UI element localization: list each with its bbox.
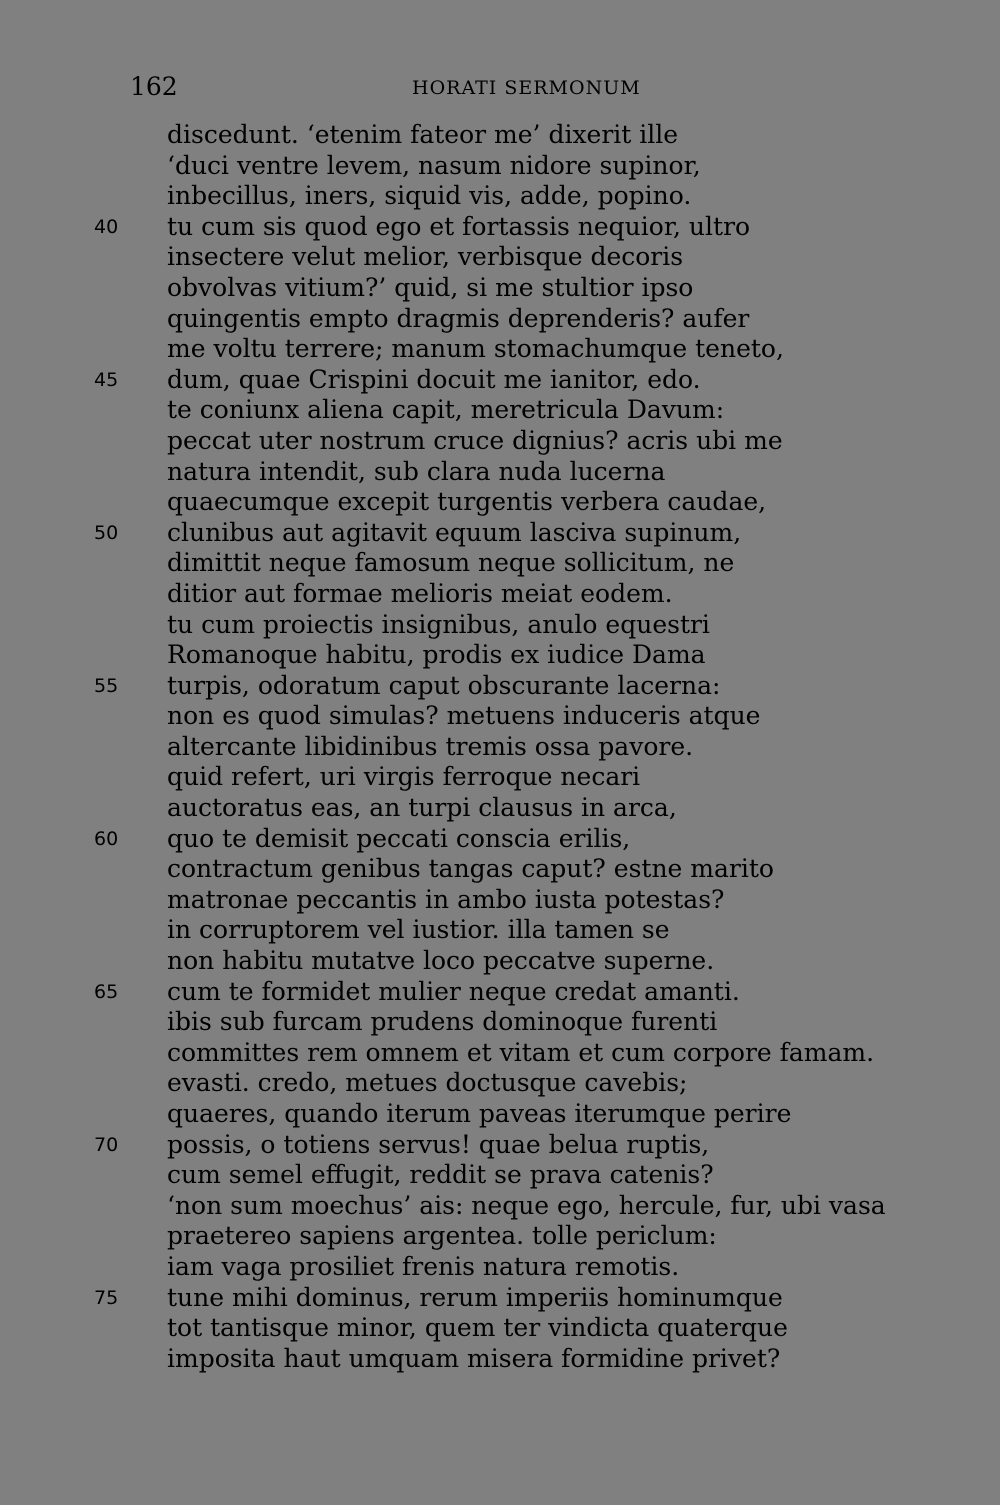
verse-text: iam vaga prosiliet frenis natura remotis.: [167, 1251, 680, 1281]
verse-line: [0, 273, 1000, 304]
verse-text: ‘duci ventre levem, nasum nidore supinor,: [167, 150, 701, 180]
verse-text: imposita haut umquam misera formidine privet?: [167, 1343, 781, 1373]
verse-text: te coniunx aliena capit, meretricula Davum:: [167, 395, 725, 425]
verse-line: [0, 854, 1000, 885]
verse-line: [0, 579, 1000, 610]
verse-text: tu cum sis quod ego et fortassis nequior, ultro: [167, 211, 751, 241]
verse-text: dimittit neque famosum neque sollicitum, ne: [167, 548, 735, 578]
line-number: 45: [94, 368, 119, 391]
verse-text: discedunt. ‘etenim fateor me’ dixerit ille: [167, 120, 679, 149]
verse-line: [0, 640, 1000, 671]
verse-line: [0, 915, 1000, 946]
verse-line: [0, 1344, 1000, 1375]
poem-text-block: [0, 120, 1000, 1374]
verse-text: quid refert, uri virgis ferroque necari: [167, 762, 641, 792]
line-number: 40: [94, 215, 119, 238]
verse-text: quo te demisit peccati conscia erilis,: [167, 823, 631, 853]
verse-text: cum semel effugit, reddit se prava catenis?: [167, 1160, 714, 1190]
verse-line: [0, 1191, 1000, 1222]
verse-line: [0, 120, 1000, 151]
running-head: HORATI SERMONUM: [412, 77, 641, 99]
verse-text: tune mihi dominus, rerum imperiis hominumque: [167, 1282, 783, 1312]
verse-line: [0, 1130, 1000, 1161]
verse-text: dum, quae Crispini docuit me ianitor, edo.: [167, 364, 701, 394]
verse-line: [0, 824, 1000, 855]
page-number: 162: [130, 72, 178, 101]
verse-text: inbecillus, iners, siquid vis, adde, popino.: [167, 181, 692, 211]
verse-line: [0, 977, 1000, 1008]
verse-line: [0, 1252, 1000, 1283]
verse-text: in corruptorem vel iustior. illa tamen se: [167, 915, 670, 945]
verse-line: [0, 762, 1000, 793]
line-number: 55: [94, 674, 119, 697]
verse-text: cum te formidet mulier neque credat amanti.: [167, 976, 740, 1006]
verse-text: ibis sub furcam prudens dominoque furenti: [167, 1007, 718, 1037]
verse-text: ditior aut formae melioris meiat eodem.: [167, 578, 673, 608]
verse-text: quingentis empto dragmis deprenderis? aufer: [167, 303, 750, 333]
verse-text: non habitu mutatve loco peccatve superne.: [167, 946, 715, 976]
verse-line: [0, 610, 1000, 641]
verse-line: [0, 548, 1000, 579]
verse-text: natura intendit, sub clara nuda lucerna: [167, 456, 666, 486]
verse-text: quaecumque excepit turgentis verbera caudae,: [167, 487, 767, 517]
verse-line: [0, 1068, 1000, 1099]
verse-text: evasti. credo, metues doctusque cavebis;: [167, 1068, 688, 1098]
verse-text: peccat uter nostrum cruce dignius? acris ubi me: [167, 425, 783, 455]
verse-line: [0, 334, 1000, 365]
verse-text: Romanoque habitu, prodis ex iudice Dama: [167, 640, 706, 670]
verse-text: tot tantisque minor, quem ter vindicta quaterque: [167, 1313, 788, 1343]
verse-line: [0, 242, 1000, 273]
verse-line: [0, 212, 1000, 243]
verse-line: [0, 365, 1000, 396]
verse-text: possis, o totiens servus! quae belua ruptis,: [167, 1129, 710, 1159]
verse-line: [0, 701, 1000, 732]
verse-line: [0, 1313, 1000, 1344]
verse-text: clunibus aut agitavit equum lasciva supinum,: [167, 517, 742, 547]
verse-line: [0, 732, 1000, 763]
verse-line: [0, 1283, 1000, 1314]
verse-line: [0, 518, 1000, 549]
verse-text: contractum genibus tangas caput? estne marito: [167, 854, 774, 884]
line-number: 65: [94, 980, 119, 1003]
verse-text: tu cum proiectis insignibus, anulo equestri: [167, 609, 710, 639]
verse-line: [0, 1038, 1000, 1069]
verse-text: praetereo sapiens argentea. tolle periclum:: [167, 1221, 717, 1251]
verse-line: [0, 426, 1000, 457]
verse-text: auctoratus eas, an turpi clausus in arca,: [167, 793, 677, 823]
verse-text: non es quod simulas? metuens induceris atque: [167, 701, 761, 731]
verse-line: [0, 457, 1000, 488]
verse-line: [0, 946, 1000, 977]
verse-line: [0, 487, 1000, 518]
verse-line: [0, 1221, 1000, 1252]
line-number: 70: [94, 1133, 119, 1156]
verse-text: ‘non sum moechus’ ais: neque ego, hercule, fur, ubi vasa: [167, 1190, 886, 1220]
verse-text: obvolvas vitium?’ quid, si me stultior ipso: [167, 272, 694, 302]
verse-text: insectere velut melior, verbisque decoris: [167, 242, 684, 272]
verse-text: committes rem omnem et vitam et cum corpore famam.: [167, 1037, 875, 1067]
verse-line: [0, 181, 1000, 212]
verse-line: [0, 885, 1000, 916]
verse-line: [0, 1160, 1000, 1191]
verse-line: [0, 395, 1000, 426]
verse-line: [0, 1099, 1000, 1130]
verse-text: turpis, odoratum caput obscurante lacerna:: [167, 670, 721, 700]
line-number: 60: [94, 827, 119, 850]
verse-text: me voltu terrere; manum stomachumque teneto,: [167, 334, 784, 364]
line-number: 75: [94, 1286, 119, 1309]
line-number: 50: [94, 521, 119, 544]
verse-line: [0, 304, 1000, 335]
verse-line: [0, 151, 1000, 182]
verse-line: [0, 793, 1000, 824]
verse-text: matronae peccantis in ambo iusta potestas?: [167, 884, 725, 914]
verse-text: altercante libidinibus tremis ossa pavore.: [167, 731, 694, 761]
verse-line: [0, 1007, 1000, 1038]
verse-line: [0, 671, 1000, 702]
verse-text: quaeres, quando iterum paveas iterumque perire: [167, 1099, 792, 1128]
